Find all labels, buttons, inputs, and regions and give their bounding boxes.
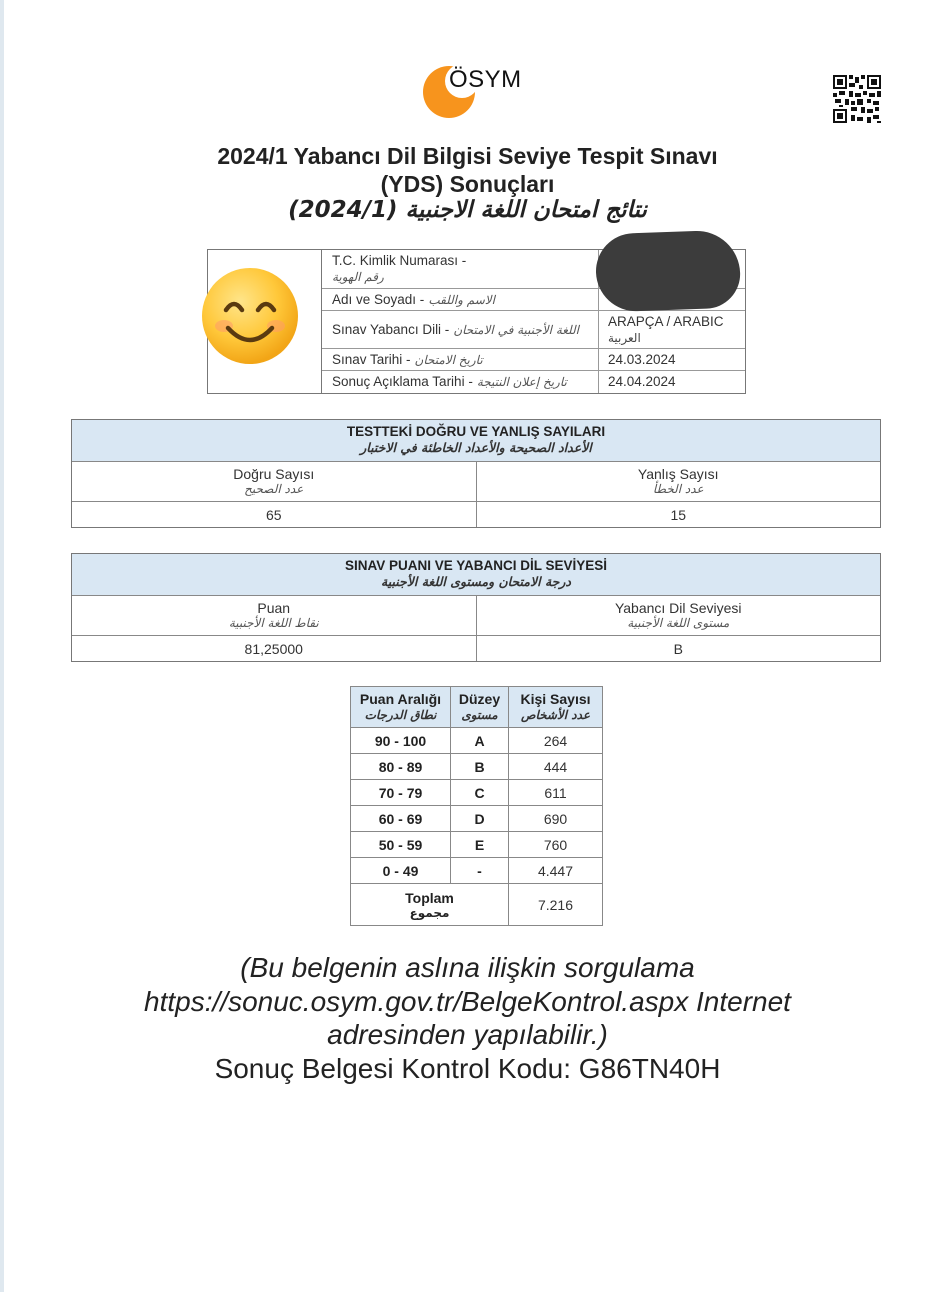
answer-counts-header: TESTTEKİ DOĞRU VE YANLIŞ SAYILARI الأعداد الصحيحة والأعداد الخاطئة في الاختبار xyxy=(72,420,880,462)
score-level-header: SINAV PUANI VE YABANCI DİL SEVİYESİ درجة الامتحان ومستوى اللغة الأجنبية xyxy=(72,554,880,596)
verification-note-line3: adresinden yapılabilir.) xyxy=(327,1019,608,1050)
table-row: 90 - 100 A 264 xyxy=(351,728,603,754)
document-title-arabic: نتائج امتحان اللغة الاجنبية (2024/1) xyxy=(288,197,647,223)
table-row: 80 - 89 B 444 xyxy=(351,754,603,780)
logo-text: ÖSYM xyxy=(449,66,522,93)
exam-date-value: 24.03.2024 xyxy=(608,352,676,367)
table-row: 50 - 59 E 760 xyxy=(351,832,603,858)
score-distribution-table xyxy=(350,686,603,926)
language-value: ARAPÇA / ARABIC العربية xyxy=(608,314,724,345)
range-header: Puan Aralığı نطاق الدرجات xyxy=(351,687,451,728)
verification-note-line1: (Bu belgenin aslına ilişkin sorgulama xyxy=(240,952,695,983)
score-label: Puan نقاط اللغة الأجنبية xyxy=(72,596,477,635)
wrong-count-value: 15 xyxy=(670,507,687,523)
qr-code-icon xyxy=(833,75,881,123)
level-label: Yabancı Dil Seviyesi مستوى اللغة الأجنبية xyxy=(614,600,742,630)
table-row: 70 - 79 C 611 xyxy=(351,780,603,806)
identity-row-language: Sınav Yabancı Dili - اللغة الأجنبية في الامتحان ARAPÇA / ARABIC العربية xyxy=(322,311,745,349)
identity-row-exam-date: Sınav Tarihi - تاريخ الامتحان 24.03.2024 xyxy=(322,349,745,371)
count-header: Kişi Sayısı عدد الأشخاص xyxy=(509,687,603,728)
redaction-mark xyxy=(595,230,742,313)
total-label: Toplam مجموع xyxy=(351,884,509,926)
level-header: Düzey مستوى xyxy=(451,687,509,728)
table-row: 0 - 49 - 4.447 xyxy=(351,858,603,884)
identity-row-result-date: Sonuç Açıklama Tarihi - تاريخ إعلان النتيجة 24.04.2024 xyxy=(322,371,745,393)
correct-count-value: 65 xyxy=(72,502,477,527)
osym-logo xyxy=(423,64,533,118)
document-subtitle: (YDS) Sonuçları xyxy=(380,171,555,197)
answer-counts-box xyxy=(71,419,881,528)
total-row xyxy=(351,884,603,926)
score-level-box xyxy=(71,553,881,662)
result-date-value: 24.04.2024 xyxy=(608,374,676,389)
level-value: B xyxy=(673,641,683,657)
total-value: 7.216 xyxy=(509,884,603,926)
correct-count-label: Doğru Sayısı عدد الصحيح xyxy=(72,462,477,501)
document-title: 2024/1 Yabancı Dil Bilgisi Seviye Tespit Sınavı xyxy=(217,143,718,169)
table-row: 60 - 69 D 690 xyxy=(351,806,603,832)
identity-row-id: T.C. Kimlik Numarası - رقم الهوية xyxy=(322,250,745,289)
score-value: 81,25000 xyxy=(72,636,477,661)
identity-row-name: Adı ve Soyadı - الاسم واللقب xyxy=(322,289,745,311)
verification-url: https://sonuc.osym.gov.tr/BelgeKontrol.aspx Internet xyxy=(144,986,791,1017)
control-code: Sonuç Belgesi Kontrol Kodu: G86TN40H xyxy=(214,1053,721,1084)
smiley-emoji-icon xyxy=(200,266,300,366)
wrong-count-label: Yanlış Sayısı عدد الخطأ xyxy=(637,466,719,496)
